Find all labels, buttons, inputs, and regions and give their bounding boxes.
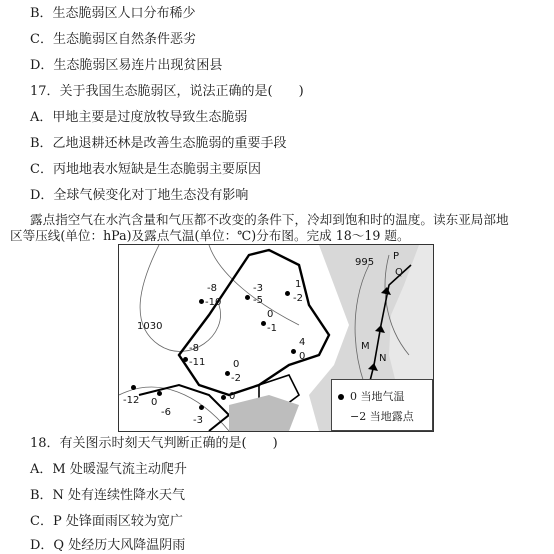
- station-temp: -8: [189, 343, 199, 354]
- question-17-option-a: A．甲地主要是过度放牧导致生态脆弱: [30, 110, 248, 125]
- question-18-option-b: B．N 处有连续性降水天气: [30, 488, 186, 503]
- question-17-option-b: B．乙地退耕还林是改善生态脆弱的重要手段: [30, 136, 287, 151]
- question-17-option-c: C．丙地地表水短缺是生态脆弱主要原因: [30, 162, 261, 177]
- station-dot: [261, 321, 266, 326]
- station-dew: -6: [161, 407, 171, 418]
- station-temp: 1: [295, 279, 302, 290]
- station-dot: [157, 391, 162, 396]
- region-border: [139, 385, 229, 431]
- label-n: N: [379, 353, 387, 364]
- region-border: [179, 250, 329, 395]
- station-dot: [291, 349, 296, 354]
- legend-row-temp: [338, 388, 405, 404]
- label-m: M: [361, 341, 370, 352]
- station-temp: -3: [253, 283, 263, 294]
- question-18-option-c: C．P 处锋面雨区较为宽广: [30, 514, 183, 529]
- station-dot: [131, 385, 136, 390]
- station-dew: 0: [299, 351, 306, 362]
- station-temp: 0: [151, 397, 158, 408]
- option-c-prev: C．生态脆弱区自然条件恶劣: [30, 32, 196, 47]
- station-dew: -10: [205, 297, 222, 308]
- map-legend: [331, 379, 433, 431]
- station-dot: [199, 405, 204, 410]
- option-d-prev: D．生态脆弱区易连片出现贫困县: [30, 58, 223, 73]
- question-17: 17．关于我国生态脆弱区，说法正确的是( ): [30, 84, 304, 99]
- station-dot: [285, 291, 290, 296]
- weather-map: [118, 244, 434, 432]
- stem-line-1: 露点指空气在水汽含量和气压都不改变的条件下，冷却到饱和时的温度。读东亚局部地: [30, 212, 509, 227]
- legend-row-dew: [350, 408, 414, 424]
- option-b-prev: B．生态脆弱区人口分布稀少: [30, 6, 196, 21]
- isobar-label-995: 995: [355, 257, 375, 268]
- legend-temp-label: 0 当地气温: [350, 390, 405, 403]
- station-dew: -11: [189, 357, 206, 368]
- question-18-option-a: A．M 处暖湿气流主动爬升: [30, 462, 187, 477]
- station-dew: -1: [267, 323, 277, 334]
- station-dot: [221, 395, 226, 400]
- station-dot: [199, 299, 204, 304]
- station-dot: [245, 295, 250, 300]
- station-temp: 0: [229, 391, 236, 402]
- question-18: 18．有关图示时刻天气判断正确的是( ): [30, 436, 278, 451]
- station-dew: -2: [231, 373, 241, 384]
- station-temp: 0: [267, 309, 274, 320]
- station-temp: 4: [299, 337, 306, 348]
- legend-dew-label: −2 当地露点: [350, 410, 414, 423]
- legend-dot-icon: [338, 394, 344, 400]
- station-dot: [225, 371, 230, 376]
- label-p: P: [393, 251, 400, 262]
- question-18-option-d: D．Q 处经历大风降温阴雨: [30, 538, 186, 553]
- isobar-line: [119, 387, 229, 431]
- stem-line-2: 区等压线(单位：hPa)及露点气温(单位：℃)分布图。完成 18～19 题。: [10, 228, 410, 243]
- question-17-option-d: D．全球气候变化对丁地生态没有影响: [30, 188, 249, 203]
- isobar-label-1030: 1030: [137, 321, 163, 332]
- label-q: Q: [395, 267, 403, 278]
- station-temp: 0: [233, 359, 240, 370]
- gray-region: [229, 395, 299, 431]
- station-dot: [183, 357, 188, 362]
- station-temp: -8: [207, 283, 217, 294]
- station-temp: -3: [193, 415, 203, 426]
- station-temp: -12: [123, 395, 140, 406]
- station-dew: -2: [293, 293, 303, 304]
- station-dew: -5: [253, 295, 263, 306]
